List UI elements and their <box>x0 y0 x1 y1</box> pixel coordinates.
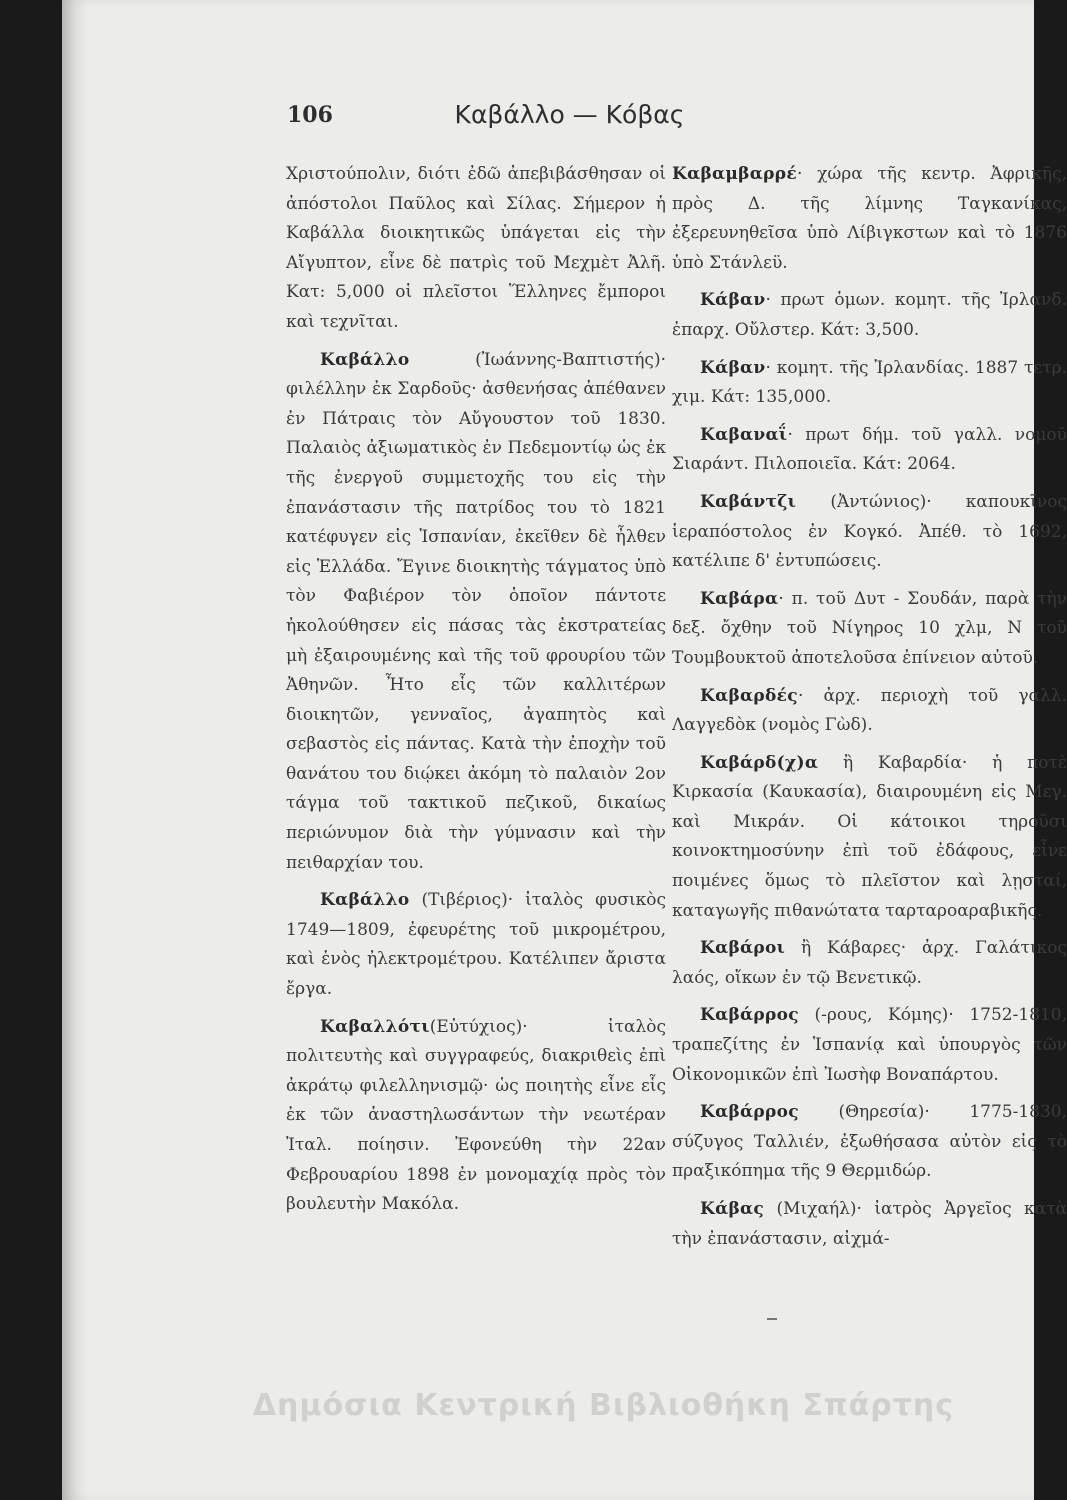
dictionary-entry <box>286 160 666 338</box>
entry-text: · πρωτ δήμ. τοῦ γαλλ. νομοῦ Σιαράντ. Πιλοποιεῖα. Κάτ: 2064. <box>672 424 1067 475</box>
entry-term: Καβαρδές <box>700 685 798 706</box>
entry-term: Καβάλλο <box>320 349 410 370</box>
library-watermark: Δημόσια Κεντρική Βιβλιοθήκη Σπάρτης <box>252 1388 954 1423</box>
dictionary-entry <box>286 1013 666 1220</box>
entry-text: · π. τοῦ Δυτ - Σουδάν, παρὰ τὴν δεξ. ὄχθην τοῦ Νίγηρος 10 χλμ, Ν τοῦ Τουμβουκτοῦ ἀποτελοῦσα ἐπίνειον αὐτοῦ. <box>672 588 1067 668</box>
right-column <box>672 160 1067 1262</box>
entry-term: Κάβας <box>700 1199 765 1219</box>
entry-text: · ἀρχ. περιοχὴ τοῦ γαλλ. Λαγγεδὸκ (νομὸς Γὼδ). <box>672 685 1067 736</box>
left-column <box>286 160 666 1228</box>
entry-text: (Εὐτύχιος)· ἰταλὸς πολιτευτὴς καὶ συγγραφεύς, διακριθεὶς ἐπὶ ἀκράτῳ φιλελληνισμῷ· ὡς ποιητὴς εἶνε εἷς ἐκ τῶν ἀναστηλωσάντων τὴν νεωτέραν Ἰταλ. ποίησιν. Ἐφονεύθη τὴν 22αν Φεβρουαρίου 1898 ἐν μονομαχίᾳ πρὸς τὸν βουλευτὴν Μακόλα. <box>286 1016 666 1215</box>
entry-text: (Ἀντώνιος)· καπουκῖνος ἱεραπόστολος ἐν Κογκό. Ἀπέθ. τὸ 1692, κατέλιπε δ' ἐντυπώσεις. <box>672 491 1067 572</box>
entry-term: Καβάρρος <box>700 1005 799 1026</box>
dictionary-entry <box>286 886 666 1004</box>
entry-text: (-ρους, Κόμης)· 1752-1810, τραπεζίτης ἐν Ἱσπανίᾳ καὶ ὑπουργὸς τῶν Οἰκονομικῶν ἐπὶ Ἰωσὴφ Βοναπάρτου. <box>672 1005 1067 1085</box>
document-page <box>62 0 1067 1500</box>
dictionary-entry <box>672 749 1067 927</box>
entry-term: Καβάρδ(χ)α <box>700 752 819 773</box>
column-end-mark <box>767 1318 777 1320</box>
dictionary-entry <box>672 160 1067 278</box>
entry-text: Χριστούπολιν, διότι ἐδῶ ἀπεβιβάσθησαν οἱ ἀπόστολοι Παῦλος καὶ Σίλας. Σήμερον ἡ Καβάλλα διοικητικῶς ὑπάγεται εἰς τὴν Αἴγυπτον, εἶνε δὲ πατρὶς τοῦ Μεχμὲτ Ἀλῆ. Κατ: 5,000 οἱ πλεῖστοι Ἕλληνες ἔμποροι καὶ τεχνῖται. <box>286 164 666 332</box>
dictionary-entry <box>672 354 1067 413</box>
entry-term: Κάβαν <box>700 290 766 311</box>
dictionary-entry <box>672 421 1067 480</box>
running-title: Καβάλλο — Κόβας <box>454 100 685 129</box>
page-header <box>287 102 852 142</box>
entry-term: Καβάντζι <box>700 491 797 512</box>
dictionary-entry <box>672 682 1067 741</box>
dictionary-entry <box>672 1098 1067 1187</box>
entry-text: (Μιχαήλ)· ἰατρὸς Ἀργεῖος κατὰ τὴν ἐπανάστασιν, αἰχμά- <box>672 1199 1067 1249</box>
entry-term: Καβάλλο <box>320 890 410 911</box>
entry-text: (Θηρεσία)· 1775-1830, σύζυγος Ταλλιέν, ἐξωθήσασα αὐτὸν εἰς τὸ πραξικόπημα τῆς 9 Θερμιδώρ. <box>672 1102 1067 1182</box>
entry-text: · κομητ. τῆς Ἰρλανδίας. 1887 τετρ. χιμ. Κάτ: 135,000. <box>672 357 1067 408</box>
dictionary-entry <box>672 286 1067 345</box>
entry-term: Καβαλλότι <box>320 1016 430 1037</box>
dictionary-entry <box>672 1001 1067 1090</box>
dictionary-entry <box>672 1195 1067 1254</box>
dictionary-entry <box>672 585 1067 674</box>
entry-text: · χώρα τῆς κεντρ. Ἀφρικῆς, πρὸς Δ. τῆς λίμνης Ταγκανίκας, ἐξερευνηθεῖσα ὑπὸ Λίβιγκστων καὶ τὸ 1876 ὑπὸ Στάνλεϋ. <box>672 164 1067 273</box>
entry-term: Καβαμβαρρέ <box>672 164 797 184</box>
page-number: 106 <box>287 102 333 128</box>
dictionary-entry <box>672 934 1067 993</box>
dictionary-entry <box>672 488 1067 577</box>
entry-term: Καβαναΐ <box>700 424 788 445</box>
entry-text: (Ἰωάννης-Βαπτιστής)· φιλέλλην ἐκ Σαρδοῦς· ἀσθενήσας ἀπέθανεν ἐν Πάτραις τὸν Αὔγουστον τοῦ 1830. Παλαιὸς ἀξιωματικὸς ἐν Πεδεμοντίῳ ὡς ἐκ τῆς ἐνεργοῦ συμμετοχῆς του εἰς τὴν ἐπανάστασιν τῆς πατρίδος του τὸ 1821 κατέφυγεν εἰς Ἱσπανίαν, ἐκεῖθεν δὲ ἦλθεν εἰς Ἑλλάδα. Ἔγινε διοικητὴς τάγματος ὑπὸ τὸν Φαβιέρον τὸν ὁποῖον πάντοτε ἠκολούθησεν εἰς πάσας τὰς ἐκστρατείας μὴ ἐξαιρουμένης καὶ τῆς τοῦ φρουρίου τῶν Ἀθηνῶν. Ἦτο εἷς τῶν καλλιτέρων διοικητῶν, γενναῖος, ἀγαπητὸς καὶ σεβαστὸς εἰς πάντας. Κατὰ τὴν ἐποχὴν τοῦ θανάτου του διῴκει ἀκόμη τὸ παλαιὸν 2ον τάγμα τοῦ τακτικοῦ πεζικοῦ, δικαίως περιώνυμον διὰ τὴν γύμνασιν καὶ τὴν πειθαρχίαν του. <box>286 349 666 873</box>
entry-text: · πρωτ ὁμων. κομητ. τῆς Ἰρλανδ. ἐπαρχ. Οὔλστερ. Κάτ: 3,500. <box>672 290 1067 340</box>
dictionary-entry <box>286 346 666 879</box>
entry-term: Καβάροι <box>700 938 786 959</box>
entry-text: ἢ Καβαρδία· ἡ ποτὲ Κιρκασία (Καυκασία), διαιρουμένη εἰς Μεγ. καὶ Μικράν. Οἱ κάτοικοι τηροῦσι κοινοκτημοσύνην ἐπὶ τοῦ ἐδάφους, εἶνε ποιμένες ὅμως τὸ πλεῖστον καὶ λῃσταί, καταγωγῆς πιθανώτατα ταρταροαραβικῆς. <box>672 752 1067 921</box>
entry-term: Καβάρρος <box>700 1102 799 1123</box>
entry-term: Κάβαν <box>700 357 766 378</box>
entry-term: Καβάρα <box>700 588 779 609</box>
entry-text: ἢ Κάβαρες· ἀρχ. Γαλάτικος λαός, οἴκων ἐν τῷ Βενετικῷ. <box>672 938 1067 988</box>
entry-text: (Τιβέριος)· ἰταλὸς φυσικὸς 1749—1809, ἐφευρέτης τοῦ μικρομέτρου, καὶ ἑνὸς ἠλεκτρομέτρου. Κατέλιπεν ἄριστα ἔργα. <box>286 890 666 1000</box>
